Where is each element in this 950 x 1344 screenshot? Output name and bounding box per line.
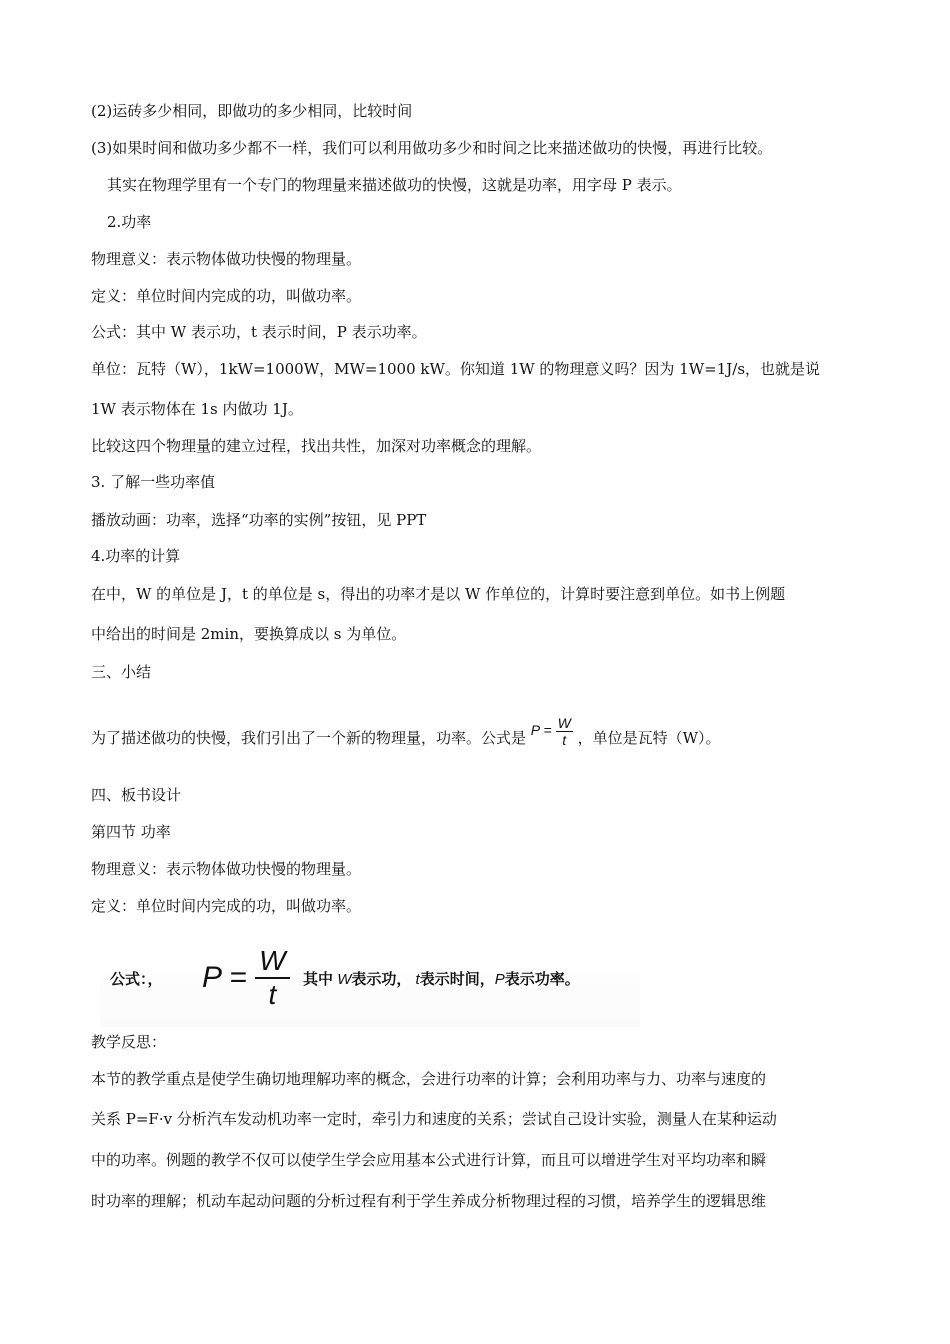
formula-numerator: W — [557, 714, 571, 731]
summary-text-end: ，单位是瓦特（W）。 — [577, 729, 721, 747]
formula-denominator: t — [562, 731, 567, 748]
section-heading: 三、小结 — [91, 663, 152, 681]
formula-image-description: 其中 W表示功， t表示时间，P表示功率。 — [303, 971, 580, 988]
text-line: 本节的教学重点是使学生确切地理解功率的概念，会进行功率的计算；会利用功率与力、功率与速度的 — [91, 1070, 767, 1088]
section-heading: 教学反思： — [91, 1033, 167, 1051]
section-heading: 3. 了解一些功率值 — [91, 473, 216, 491]
text-line: 比较这四个物理量的建立过程，找出共性，加深对功率概念的理解。 — [91, 437, 542, 455]
text-line: (2)运砖多少相同，即做功的多少相同，比较时间 — [91, 102, 413, 120]
text-line: 定义：单位时间内完成的功，叫做功率。 — [91, 287, 362, 305]
text-line: 物理意义：表示物体做功快慢的物理量。 — [91, 250, 362, 268]
text-line: 其实在物理学里有一个专门的物理量来描述做功的快慢，这就是功率，用字母 P 表示。 — [107, 176, 682, 194]
text-line: 关系 P=F·v 分析汽车发动机功率一定时，牵引力和速度的关系；尝试自己设计实验，测量人在某种运动 — [91, 1110, 777, 1128]
power-formula — [531, 715, 573, 748]
section-heading: 四、板书设计 — [91, 786, 182, 804]
text-line: 公式：其中 W 表示功，t 表示时间，P 表示功率。 — [91, 323, 427, 341]
formula-image-fraction — [255, 945, 289, 1011]
summary-line — [91, 716, 721, 760]
text-line: 中给出的时间是 2min，要换算成以 s 为单位。 — [91, 625, 407, 643]
text-line: 物理意义：表示物体做功快慢的物理量。 — [91, 860, 362, 878]
section-heading: 2.功率 — [107, 213, 152, 231]
formula-image-lhs: P = — [202, 961, 247, 994]
text-line: (3)如果时间和做功多少都不一样，我们可以利用做功多少和时间之比来描述做功的快慢，再进行比较。 — [91, 139, 773, 157]
text-line: 在中，W 的单位是 J，t 的单位是 s，得出的功率才是以 W 作单位的，计算时要注意到单位。如书上例题 — [91, 585, 786, 603]
formula-fraction — [556, 715, 573, 748]
text-line: 1W 表示物体在 1s 内做功 1J。 — [91, 400, 303, 418]
text-line: 定义：单位时间内完成的功，叫做功率。 — [91, 897, 362, 915]
summary-text: 为了描述做功的快慢，我们引出了一个新的物理量，功率。公式是 — [91, 729, 527, 747]
text-line: 第四节 功率 — [91, 823, 171, 841]
formula-image-formula — [202, 945, 290, 1011]
formula-lhs: P = — [530, 721, 552, 738]
formula-image — [100, 935, 640, 1027]
text-line: 时功率的理解；机动车起动问题的分析过程有利于学生养成分析物理过程的习惯，培养学生的逻辑思维 — [91, 1192, 767, 1210]
text-line: 单位：瓦特（W），1kW=1000W，MW=1000 kW。你知道 1W 的物理意义吗？因为 1W=1J/s，也就是说 — [91, 360, 821, 378]
formula-image-denominator: t — [268, 979, 277, 1010]
text-line: 中的功率。例题的教学不仅可以使学生学会应用基本公式进行计算，而且可以增进学生对平均功率和瞬 — [91, 1151, 767, 1169]
section-heading: 4.功率的计算 — [91, 547, 181, 565]
formula-image-numerator: W — [255, 945, 289, 979]
text-line: 播放动画：功率，选择“功率的实例”按钮，见 PPT — [91, 511, 427, 529]
formula-image-label: 公式：， — [110, 971, 163, 988]
